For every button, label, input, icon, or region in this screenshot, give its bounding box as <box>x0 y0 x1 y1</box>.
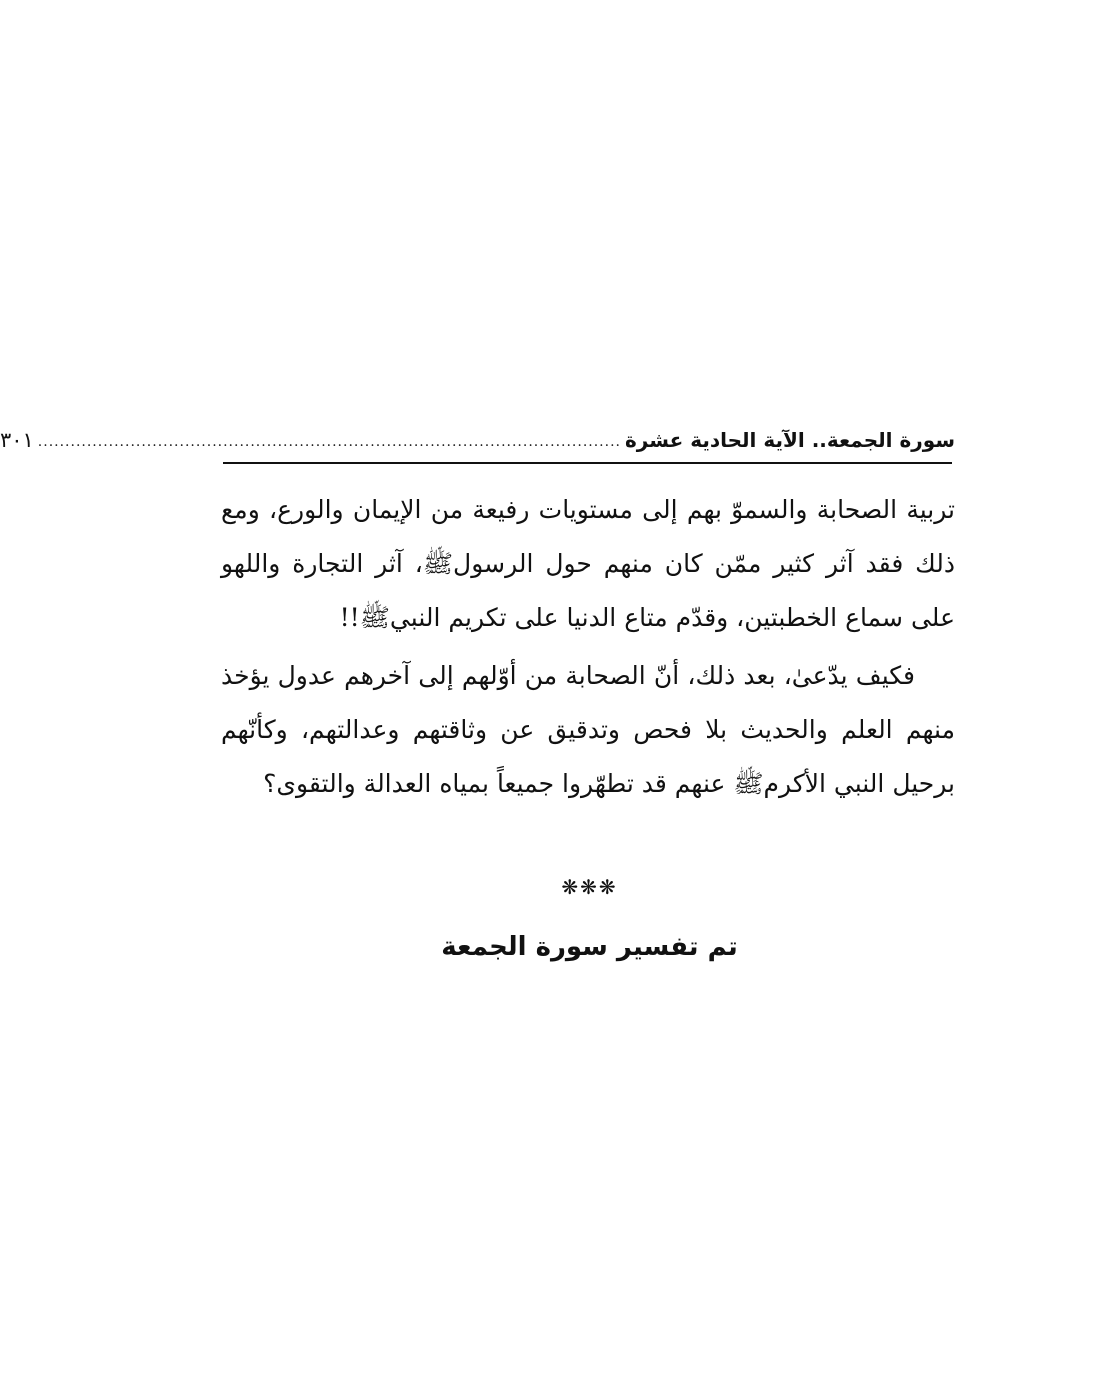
paragraph: فكيف يدّعىٰ، بعد ذلك، أنّ الصحابة من أوّلهم إلى آخرهم عدول يؤخذ منهم العلم والحديث بلا فحص وتدقيق عن وثاقتهم وعدالتهم، وكأنّهم برحيل النبي الأكرمﷺ عنهم قد تطهّروا جميعاً بمياه العدالة والتقوى؟ <box>221 661 955 798</box>
header-rule <box>223 462 952 464</box>
running-header <box>0 414 955 454</box>
closing-title: تم تفسير سورة الجمعة <box>441 932 738 962</box>
leader-dots: ........................................................................................................... <box>37 434 621 450</box>
section-separator: ❋❋❋ <box>561 875 618 899</box>
paragraph: تربية الصحابة والسموّ بهم إلى مستويات رفيعة من الإيمان والورع، ومع ذلك فقد آثر كثير ممّن كان منهم حول الرسولﷺ، آثر التجارة واللهو على سماع الخطبتين، وقدّم متاع الدنيا على تكريم النبيﷺ!! <box>221 495 955 632</box>
page-number: ٣٠١ <box>0 428 34 452</box>
body-text <box>221 483 955 811</box>
running-title: سورة الجمعة.. الآية الحادية عشرة <box>624 428 955 452</box>
